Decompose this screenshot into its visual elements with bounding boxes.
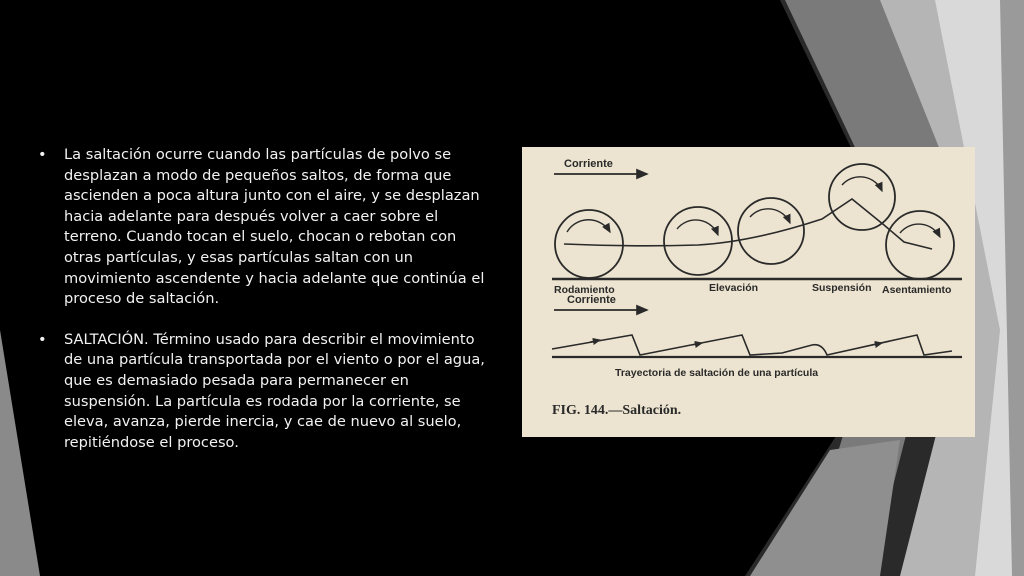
bullet-marker: • [38,146,47,163]
rotation-arrow-3 [750,209,790,223]
bullet-item [38,330,490,454]
label-rolling: Rodamiento [554,284,615,296]
label-elevation: Elevación [709,282,759,294]
rotation-arrow-4 [842,177,882,191]
label-trajectory: Trayectoria de saltación de una partícula [615,367,819,379]
bullet-list [38,145,490,473]
particle-settling [886,211,954,279]
deco-shape-bottom-gray [750,440,900,576]
bullet-item [38,145,490,310]
particle-elevation-2 [738,198,804,264]
deco-shape-left-gray [0,330,40,576]
bullet-text: La saltación ocurre cuando las partículas de polvo se desplazan a modo de pequeños saltos, de forma que ascienden a poca altura junto con el aire, y se desplazan hacia adelante para después volver a caer sobre el terreno. Cuando tocan el suelo, chocan o rebotan con otras partículas, y esas partículas saltan con un movimiento ascendente y hacia adelante que continúa el proceso de saltación. [64,146,485,308]
saltation-figure [522,147,975,437]
bullet-text: SALTACIÓN. Término usado para describir el movimiento de una partícula transportada por el viento o por el agua, que es demasiado pesada para permanecer en suspensión. La partícula es rodada por la corriente, se eleva, avanza, pierde inercia, y cae de nuevo al suelo, repitiéndose el proceso. [64,330,485,451]
label-current-top: Corriente [564,158,613,170]
bullet-marker: • [38,330,47,348]
rotation-arrow-5 [900,224,940,237]
particle-suspension [829,164,895,230]
particle-elevation-1 [664,207,732,275]
label-settling: Asentamiento [882,284,952,296]
rotation-arrow-1 [567,220,610,232]
trajectory-zigzag [552,335,952,355]
rotation-arrow-2 [677,220,718,235]
saltation-diagram [522,147,975,437]
label-current-bottom: Corriente [567,294,616,306]
figure-caption: FIG. 144.—Saltación. [552,403,682,418]
label-suspension: Suspensión [812,282,872,294]
